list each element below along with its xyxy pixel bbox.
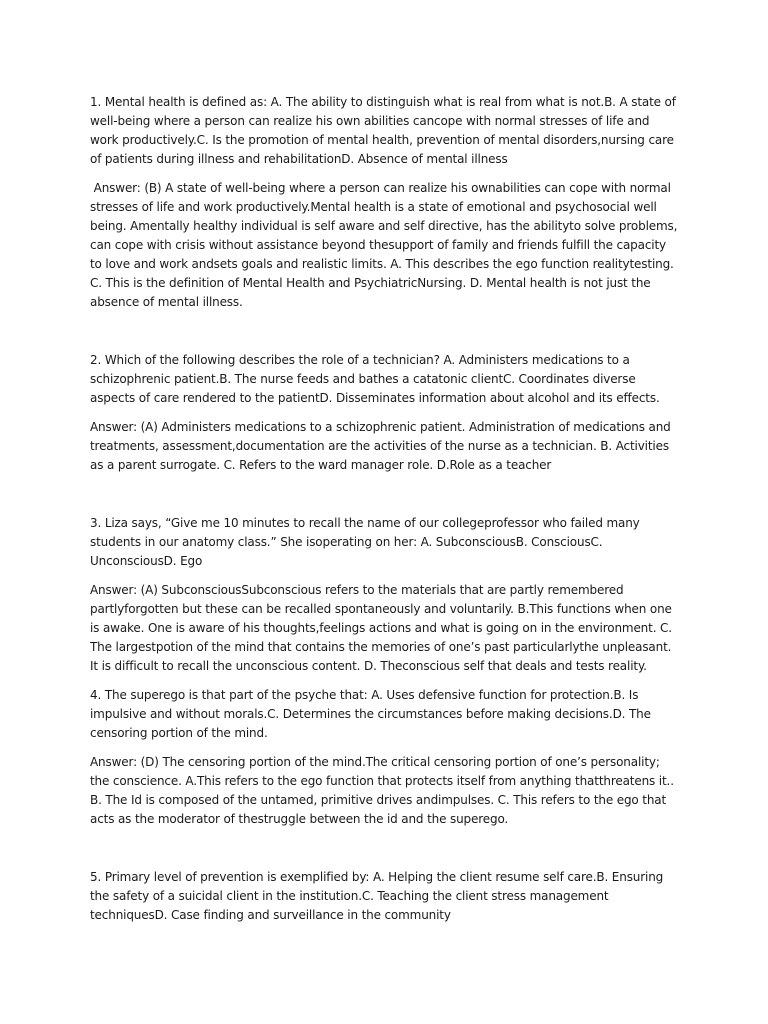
answer-3: Answer: (A) SubconsciousSubconscious refers to the materials that are partly remembered partlyforgotten but these can be recalled spontaneously and voluntarily. B.This functions when one is awake. One is aware of his thoughts,feelings actions and what is going on in the environment. C. The largestpotion of the mind that contains the memories of one’s past particularlythe unpleasant. It is difficult to recall the unconscious content. D. Theconscious self that deals and tests reality.	[90, 583, 672, 673]
question-3: 3. Liza says, “Give me 10 minutes to recall the name of our collegeprofessor who failed many students in our anatomy class.” She isoperating on her: A. SubconsciousB. ConsciousC. UnconsciousD. Ego	[90, 516, 640, 568]
question-5: 5. Primary level of prevention is exemplified by: A. Helping the client resume self care.B. Ensuring the safety of a suicidal client in the institution.C. Teaching the client stress management techniquesD. Case finding and surveillance in the community	[90, 870, 664, 922]
question-2: 2. Which of the following describes the role of a technician? A. Administers medications to a schizophrenic patient.B. The nurse feeds and bathes a catatonic clientC. Coordinates diverse aspects of care rendered to the patientD. Disseminates information about alcohol and its effects.	[90, 353, 660, 405]
question-4: 4. The superego is that part of the psyche that: A. Uses defensive function for protection.B. Is impulsive and without morals.C. Determines the circumstances before making decisions.D. The censoring portion of the mind.	[90, 688, 651, 740]
spacer	[90, 322, 680, 351]
spacer	[90, 839, 680, 868]
question-1: 1. Mental health is defined as: A. The ability to distinguish what is real from what is not.B. A state of well-being where a person can realize his own abilities cancope with normal stresses of life and work productively.C. Is the promotion of mental health, prevention of mental disorders,nursing care of patients during illness and rehabilitationD. Absence of mental illness	[90, 95, 676, 166]
answer-2: Answer: (A) Administers medications to a schizophrenic patient. Administration of medications and treatments, assessment,documentation are the activities of the nurse as a technician. B. Activities as a parent surrogate. C. Refers to the ward manager role. D.Role as a teacher	[90, 420, 671, 472]
document-body	[90, 93, 680, 935]
answer-4: Answer: (D) The censoring portion of the mind.The critical censoring portion of one’s personality; the conscience. A.This refers to the ego function that protects itself from anything thatthreatens it.. B. The Id is composed of the untamed, primitive drives andimpulses. C. This refers to the ego that acts as the moderator of thestruggle between the id and the superego.	[90, 755, 674, 826]
answer-1: Answer: (B) A state of well-being where a person can realize his ownabilities can cope with normal stresses of life and work productively.Mental health is a state of emotional and psychosocial well being. Amentally healthy individual is self aware and self directive, has the abilityto solve problems, can cope with crisis without assistance beyond thesupport of family and friends fulfill the capacity to love and work andsets goals and realistic limits. A. This describes the ego function realitytesting. C. This is the definition of Mental Health and PsychiatricNursing. D. Mental health is not just the absence of mental illness.	[90, 181, 681, 309]
spacer	[90, 485, 680, 514]
